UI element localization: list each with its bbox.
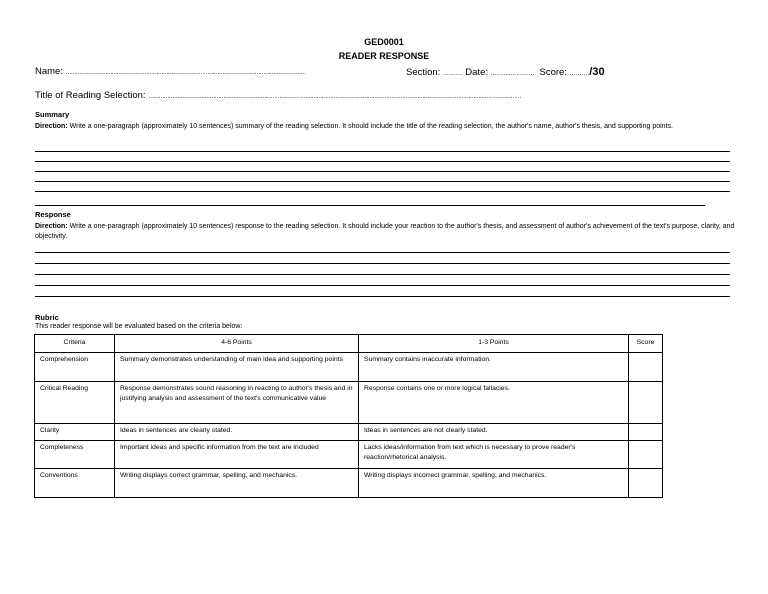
column-header-low-points: 1-3 Points — [359, 335, 629, 353]
response-direction-text: Write a one-paragraph (approximately 10 sentences) response to the reading selection. It should include your reaction to the author's thesis, and assessment of author's achievement of the text's purpose, clarity, and objectivity. — [35, 223, 735, 240]
table-row — [35, 352, 663, 381]
summary-line — [35, 181, 730, 182]
response-direction — [35, 222, 735, 242]
response-direction-label: Direction: — [35, 223, 68, 230]
criteria-cell: Comprehension — [35, 352, 115, 381]
date-label: Date: — [465, 67, 491, 78]
response-line — [35, 252, 730, 253]
high-points-cell: Ideas in sentences are clearly stated. — [115, 423, 359, 440]
rubric-intro: This reader response will be evaluated based on the criteria below: — [35, 323, 243, 330]
score-cell[interactable] — [629, 440, 663, 468]
name-label: Name: — [35, 66, 66, 77]
response-line — [35, 263, 730, 264]
criteria-cell: Critical Reading — [35, 381, 115, 423]
table-row — [35, 381, 663, 423]
course-code: GED0001 — [364, 37, 404, 47]
score-cell[interactable] — [629, 468, 663, 497]
section-date-score — [406, 66, 605, 78]
date-field[interactable]: …………………… — [490, 71, 534, 77]
response-line — [35, 296, 730, 297]
table-row — [35, 423, 663, 440]
summary-direction-text: Write a one-paragraph (approximately 10 sentences) summary of the reading selection. It should include the title of the reading selection, the author's name, author's thesis, and supporting points. — [67, 123, 673, 130]
summary-heading: Summary — [35, 110, 70, 119]
summary-line — [35, 205, 705, 206]
summary-line — [35, 191, 730, 192]
reading-title-line — [35, 90, 665, 101]
name-field[interactable]: …………………………………………………………………………………………………………………………… — [65, 70, 306, 76]
high-points-cell: Summary demonstrates understanding of main idea and supporting points — [115, 352, 359, 381]
column-header-high-points: 4-6 Points — [115, 335, 359, 353]
section-label: Section: — [406, 67, 443, 78]
reading-title-label: Title of Reading Selection: — [35, 90, 149, 101]
low-points-cell: Response contains one or more logical fallacies. — [359, 381, 629, 423]
summary-line — [35, 171, 730, 172]
low-points-cell: Ideas in sentences are not clearly stated. — [359, 423, 629, 440]
score-total: /30 — [589, 66, 605, 78]
table-row — [35, 468, 663, 497]
document-title: READER RESPONSE — [338, 51, 430, 61]
column-header-score: Score — [629, 335, 663, 353]
summary-direction-label: Direction: — [35, 123, 68, 130]
column-header-criteria: Criteria — [35, 335, 115, 353]
score-cell[interactable] — [629, 381, 663, 423]
section-field[interactable]: ………. — [442, 71, 463, 77]
high-points-cell: Writing displays correct grammar, spelling, and mechanics. — [115, 468, 359, 497]
score-field[interactable]: ………. — [569, 71, 590, 77]
reading-title-field[interactable]: ………………………………………………………………………………………………………………………………………………………………………………………………… — [148, 94, 521, 100]
response-line — [35, 285, 730, 286]
rubric-header-row — [35, 335, 663, 353]
high-points-cell: Response demonstrates sound reasoning in reacting to author's thesis and in justifying analysis and assessment of the text's communicative value — [115, 381, 359, 423]
high-points-cell: Important ideas and specific information from the text are included — [115, 440, 359, 468]
rubric-table — [34, 334, 663, 498]
summary-line — [35, 151, 730, 152]
summary-direction — [35, 122, 735, 132]
response-line — [35, 274, 730, 275]
score-cell[interactable] — [629, 423, 663, 440]
criteria-cell: Conventions — [35, 468, 115, 497]
table-row — [35, 440, 663, 468]
low-points-cell: Writing displays incorrect grammar, spelling, and mechanics. — [359, 468, 629, 497]
criteria-cell: Completeness — [35, 440, 115, 468]
summary-line — [35, 161, 730, 162]
score-cell[interactable] — [629, 352, 663, 381]
header-info-line — [35, 66, 305, 77]
criteria-cell: Clarity — [35, 423, 115, 440]
low-points-cell: Summary contains inaccurate information. — [359, 352, 629, 381]
rubric-heading: Rubric — [35, 313, 59, 322]
low-points-cell: Lacks ideas/information from text which is necessary to prove reader's reaction/rhetorical analysis. — [359, 440, 629, 468]
response-heading: Response — [35, 210, 71, 219]
score-label: Score: — [539, 67, 570, 78]
